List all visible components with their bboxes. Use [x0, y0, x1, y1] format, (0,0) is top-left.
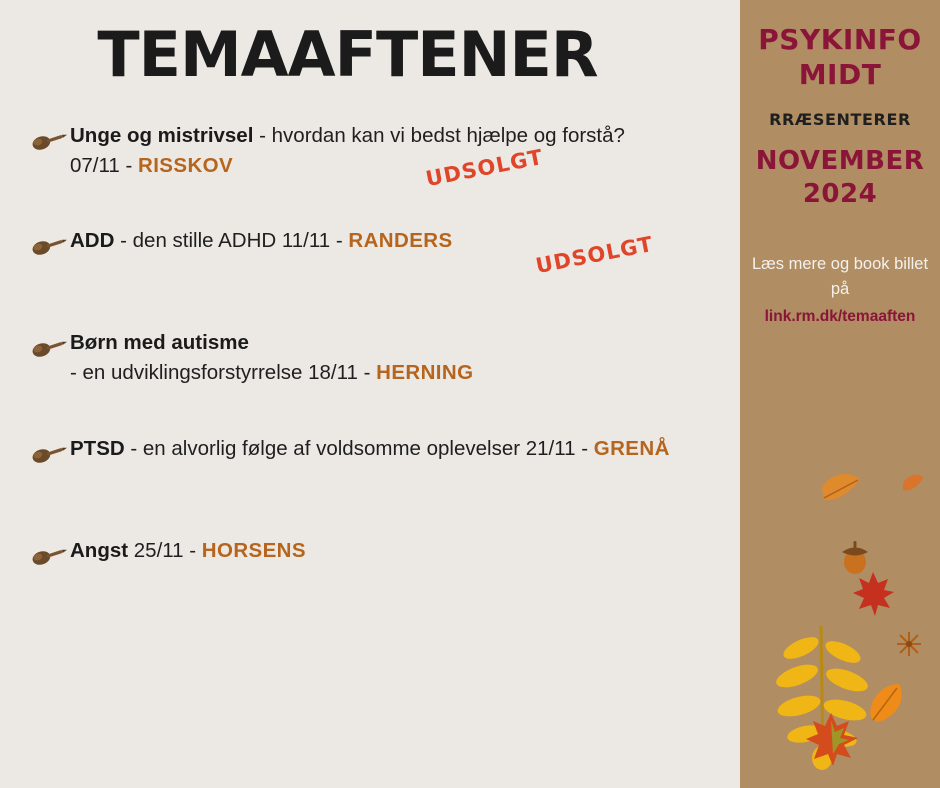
list-item	[26, 434, 740, 490]
booking-text: Læs mere og book billet på	[751, 255, 929, 298]
event-desc: 25/11 -	[128, 538, 202, 562]
sidebar	[740, 0, 940, 788]
event-lead: PTSD	[70, 436, 125, 460]
brand-title	[740, 22, 940, 92]
maple-leaf-icon	[850, 570, 896, 618]
event-text	[70, 226, 656, 279]
event-desc: - en alvorlig følge af voldsomme oplevelser 21/11 -	[124, 436, 594, 460]
status-badge: UDSOLGT	[423, 144, 546, 192]
event-place: GRENÅ	[593, 436, 670, 460]
event-lead: ADD	[70, 229, 115, 253]
list-item	[26, 328, 740, 387]
page-title: TEMAAFTENER	[97, 18, 598, 91]
event-place: HORSENS	[201, 538, 306, 562]
month-label: NOVEMBER	[755, 146, 925, 176]
event-text	[70, 536, 306, 566]
event-place: HERNING	[376, 361, 474, 385]
event-desc: - den stille ADHD 11/11 -	[114, 229, 349, 253]
pushpin-icon	[26, 127, 70, 161]
event-lead: Børn med autisme	[70, 331, 249, 355]
presents-label: RRÆSENTERER	[769, 110, 911, 129]
event-list	[0, 121, 740, 592]
event-place: RANDERS	[348, 229, 453, 253]
pushpin-icon	[26, 334, 70, 368]
leaf-icon	[818, 468, 864, 508]
event-lead: Angst	[70, 538, 129, 562]
list-item	[26, 226, 740, 282]
booking-link[interactable]: link.rm.dk/temaaften	[764, 307, 916, 325]
event-text	[70, 328, 473, 387]
event-text	[70, 121, 670, 192]
pushpin-icon	[26, 440, 70, 474]
pushpin-icon	[26, 232, 70, 266]
date-block	[740, 145, 940, 210]
leaf-icon	[900, 470, 926, 496]
maple-leaf-icon	[802, 710, 860, 768]
event-text	[70, 434, 670, 464]
brand-line-2: MIDT	[798, 58, 882, 91]
year-label: 2024	[802, 178, 878, 209]
event-place: RISSKOV	[138, 153, 234, 177]
seed-icon	[895, 630, 923, 658]
brand-line-1: PSYKINFO	[758, 23, 922, 56]
event-desc: - en udviklingsforstyrrelse 18/11 -	[70, 361, 377, 385]
status-badge: UDSOLGT	[533, 232, 656, 279]
event-desc: - hvordan kan vi bedst hjælpe og forstå? 07/11 -	[70, 124, 625, 177]
list-item	[26, 536, 740, 592]
autumn-leaves-decoration	[740, 440, 940, 788]
leaf-icon	[865, 680, 911, 726]
pushpin-icon	[26, 542, 70, 576]
event-lead: Unge og mistrivsel	[70, 124, 254, 147]
list-item	[26, 121, 740, 192]
booking-info	[740, 252, 940, 328]
